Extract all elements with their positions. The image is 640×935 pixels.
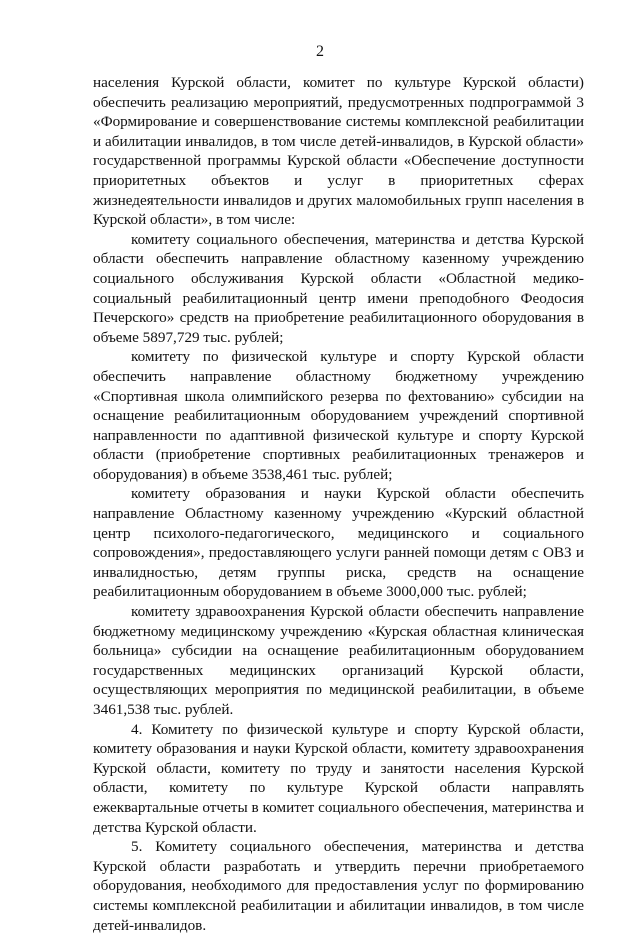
paragraph-health-committee: комитету здравоохранения Курской области обеспечить направление бюджетному медицинскому учреждению «Курская областная клиническая больница» субсидии на оснащение реабилитационным оборудованием государственных медицинских организаций Курской области, осуществляющих мероприятия по медицинской реабилитации, в объеме 3461,538 тыс. рублей. [93, 603, 584, 718]
paragraph-education-committee: комитету образования и науки Курской области обеспечить направление Областному казенному учреждению «Курский областной центр психолого-педагогического, медицинского и социального сопровождения», предоставляющего услуги ранней помощи детям с ОВЗ и инвалидностью, детям группы риска, средств на оснащение реабилитационным оборудованием в объеме 3000,000 тыс. рублей; [93, 485, 584, 601]
paragraph-item-5: 5. Комитету социального обеспечения, материнства и детства Курской области разработать и утвердить перечни приобретаемого оборудования, необходимого для предоставления услуг по формированию системы комплексной реабилитации и абилитации инвалидов, в том числе детей-инвалидов. [93, 838, 584, 934]
paragraph-sport-committee: комитету по физической культуре и спорту Курской области обеспечить направление областному бюджетному учреждению «Спортивная школа олимпийского резерва по фехтованию» субсидии на оснащение реабилитационным оборудованием учреждений спортивной направленности по адаптивной физической культуре и спорту Курской области (приобретение спортивных реабилитационных тренажеров и оборудования) в объеме 3538,461 тыс. рублей; [93, 348, 584, 483]
page-number: 2 [316, 43, 324, 60]
document-body [93, 73, 584, 935]
paragraph-item-4: 4. Комитету по физической культуре и спорту Курской области, комитету образования и науки Курской области, комитету здравоохранения Курской области, комитету по труду и занятости населения Курской области, комитету по культуре Курской области направлять ежеквартальные отчеты в комитет социального обеспечения, материнства и детства Курской области. [93, 720, 584, 836]
paragraph-social-committee: комитету социального обеспечения, материнства и детства Курской области обеспечить направление областному казенному учреждению социального обслуживания Курской области «Областной медико-социальный реабилитационный центр имени преподобного Феодосия Печерского» средств на приобретение реабилитационного оборудования в объеме 5897,729 тыс. рублей; [93, 230, 584, 346]
paragraph-intro-continuation: населения Курской области, комитет по культуре Курской области) обеспечить реализацию мероприятий, предусмотренных подпрограммой 3 «Формирование и совершенствование системы комплексной реабилитации и абилитации инвалидов, в том числе детей-инвалидов, в Курской области» государственной программы Курской области «Обеспечение доступности приоритетных объектов и услуг в приоритетных сферах жизнедеятельности инвалидов и других маломобильных групп населения в Курской области», в том числе: [93, 74, 584, 229]
